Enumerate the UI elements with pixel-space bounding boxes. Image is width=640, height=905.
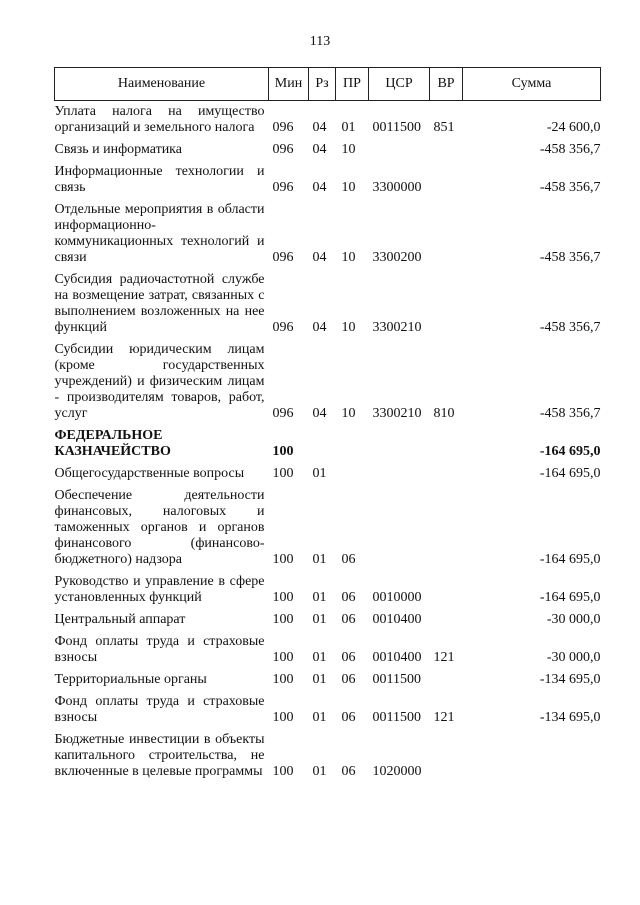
row-name: Общегосударственные вопросы bbox=[54, 466, 245, 481]
table-row bbox=[55, 729, 601, 783]
row-sum: -30 000,0 bbox=[546, 650, 601, 665]
row-min: 100 bbox=[272, 672, 294, 687]
row-rz: 04 bbox=[312, 142, 327, 157]
row-vr: 851 bbox=[433, 120, 455, 135]
row-name: Субсидии юридическим лицам (кроме государственных учреждений) и физическим лицам - производителям товаров, работ, услуг bbox=[54, 342, 265, 421]
table-row bbox=[55, 139, 601, 161]
row-sum: -458 356,7 bbox=[539, 250, 601, 265]
row-rz: 01 bbox=[312, 612, 327, 627]
table-row bbox=[55, 425, 601, 463]
table-row bbox=[55, 269, 601, 339]
header-sum: Сумма bbox=[463, 68, 601, 101]
row-name: ФЕДЕРАЛЬНОЕ КАЗНАЧЕЙСТВО bbox=[54, 428, 171, 459]
row-rz: 01 bbox=[312, 650, 327, 665]
row-min: 100 bbox=[272, 444, 294, 459]
row-vr bbox=[430, 485, 463, 571]
row-name: Субсидия радиочастотной службе на возмещение затрат, связанных с выполнением возложенных на нее функций bbox=[54, 272, 265, 335]
row-sum: -30 000,0 bbox=[546, 612, 601, 627]
row-pr: 10 bbox=[341, 320, 356, 335]
row-sum bbox=[463, 729, 601, 783]
row-rz: 01 bbox=[312, 466, 327, 481]
row-csr: 1020000 bbox=[372, 764, 422, 779]
row-min: 100 bbox=[272, 552, 294, 567]
row-sum: -24 600,0 bbox=[546, 120, 601, 135]
row-vr bbox=[430, 139, 463, 161]
row-csr: 0010000 bbox=[372, 590, 422, 605]
row-pr: 06 bbox=[341, 590, 356, 605]
row-vr bbox=[430, 199, 463, 269]
row-name: Фонд оплаты труда и страховые взносы bbox=[54, 634, 265, 665]
header-csr: ЦСР bbox=[369, 68, 430, 101]
row-pr: 06 bbox=[341, 672, 356, 687]
row-name: Связь и информатика bbox=[54, 142, 182, 157]
table-header-row bbox=[55, 68, 601, 101]
row-csr: 3300210 bbox=[372, 320, 422, 335]
row-sum: -164 695,0 bbox=[539, 466, 601, 481]
row-rz: 01 bbox=[312, 552, 327, 567]
row-csr: 0010400 bbox=[372, 650, 422, 665]
row-rz: 04 bbox=[312, 406, 327, 421]
table-row bbox=[55, 669, 601, 691]
table-row bbox=[55, 631, 601, 669]
header-pr: ПР bbox=[336, 68, 369, 101]
row-min: 096 bbox=[272, 120, 294, 135]
row-vr: 810 bbox=[433, 406, 455, 421]
table-row bbox=[55, 691, 601, 729]
row-rz: 04 bbox=[312, 120, 327, 135]
page-number: 113 bbox=[309, 34, 331, 49]
row-pr: 06 bbox=[341, 764, 356, 779]
table-row bbox=[55, 609, 601, 631]
row-min: 096 bbox=[272, 142, 294, 157]
row-csr: 3300210 bbox=[372, 406, 422, 421]
budget-table bbox=[54, 67, 601, 783]
row-name: Бюджетные инвестиции в объекты капитального строительства, не включенные в целевые программы bbox=[54, 732, 265, 779]
row-vr bbox=[430, 609, 463, 631]
row-sum: -164 695,0 bbox=[539, 552, 601, 567]
row-name: Отдельные мероприятия в области информационно-коммуникационных технологий и связи bbox=[54, 202, 265, 265]
row-sum: -458 356,7 bbox=[539, 180, 601, 195]
row-pr: 01 bbox=[341, 120, 356, 135]
row-name: Руководство и управление в сфере установленных функций bbox=[54, 574, 265, 605]
row-csr: 0010400 bbox=[372, 612, 422, 627]
header-rz: Рз bbox=[309, 68, 336, 101]
row-rz: 01 bbox=[312, 710, 327, 725]
row-rz bbox=[309, 425, 336, 463]
table-row bbox=[55, 571, 601, 609]
row-min: 096 bbox=[272, 180, 294, 195]
row-csr: 0011500 bbox=[372, 710, 421, 725]
row-name: Уплата налога на имущество организаций и земельного налога bbox=[54, 104, 265, 135]
row-vr: 121 bbox=[433, 710, 455, 725]
row-name: Центральный аппарат bbox=[54, 612, 186, 627]
row-rz: 04 bbox=[312, 320, 327, 335]
row-min: 100 bbox=[272, 764, 294, 779]
row-csr: 3300200 bbox=[372, 250, 422, 265]
row-vr bbox=[430, 729, 463, 783]
header-min: Мин bbox=[269, 68, 309, 101]
row-vr bbox=[430, 425, 463, 463]
row-pr: 10 bbox=[341, 250, 356, 265]
row-sum: -164 695,0 bbox=[539, 444, 601, 459]
row-csr: 0011500 bbox=[372, 672, 421, 687]
row-csr bbox=[369, 485, 430, 571]
row-name: Территориальные органы bbox=[54, 672, 207, 687]
row-vr bbox=[430, 161, 463, 199]
row-pr: 06 bbox=[341, 612, 356, 627]
row-csr: 0011500 bbox=[372, 120, 421, 135]
row-rz: 01 bbox=[312, 672, 327, 687]
row-sum: -134 695,0 bbox=[539, 672, 601, 687]
table-row bbox=[55, 485, 601, 571]
table-row bbox=[55, 339, 601, 425]
row-min: 100 bbox=[272, 590, 294, 605]
row-name: Фонд оплаты труда и страховые взносы bbox=[54, 694, 265, 725]
row-vr bbox=[430, 269, 463, 339]
row-min: 096 bbox=[272, 250, 294, 265]
row-rz: 01 bbox=[312, 764, 327, 779]
row-sum: -458 356,7 bbox=[539, 142, 601, 157]
row-min: 100 bbox=[272, 710, 294, 725]
table-body bbox=[55, 101, 601, 784]
row-pr: 06 bbox=[341, 710, 356, 725]
row-vr bbox=[430, 463, 463, 485]
row-vr bbox=[430, 571, 463, 609]
row-vr bbox=[430, 669, 463, 691]
row-pr bbox=[336, 463, 369, 485]
row-csr bbox=[369, 463, 430, 485]
row-min: 100 bbox=[272, 650, 294, 665]
row-min: 096 bbox=[272, 320, 294, 335]
row-vr: 121 bbox=[433, 650, 455, 665]
row-csr bbox=[369, 139, 430, 161]
row-pr bbox=[336, 425, 369, 463]
table-row bbox=[55, 101, 601, 140]
row-csr bbox=[369, 425, 430, 463]
row-pr: 06 bbox=[341, 552, 356, 567]
row-csr: 3300000 bbox=[372, 180, 422, 195]
row-name: Информационные технологии и связь bbox=[54, 164, 265, 195]
row-rz: 04 bbox=[312, 250, 327, 265]
row-pr: 10 bbox=[341, 142, 356, 157]
row-sum: -458 356,7 bbox=[539, 320, 601, 335]
row-min: 100 bbox=[272, 466, 294, 481]
row-rz: 04 bbox=[312, 180, 327, 195]
row-pr: 10 bbox=[341, 180, 356, 195]
row-sum: -134 695,0 bbox=[539, 710, 601, 725]
row-pr: 10 bbox=[341, 406, 356, 421]
row-rz: 01 bbox=[312, 590, 327, 605]
row-pr: 06 bbox=[341, 650, 356, 665]
table-row bbox=[55, 199, 601, 269]
table-row bbox=[55, 161, 601, 199]
row-sum: -164 695,0 bbox=[539, 590, 601, 605]
row-name: Обеспечение деятельности финансовых, налоговых и таможенных органов и органов финансового (финансово-бюджетного) надзора bbox=[54, 488, 265, 567]
table-row bbox=[55, 463, 601, 485]
header-vr: ВР bbox=[430, 68, 463, 101]
row-min: 096 bbox=[272, 406, 294, 421]
header-name: Наименование bbox=[55, 68, 269, 101]
row-sum: -458 356,7 bbox=[539, 406, 601, 421]
row-min: 100 bbox=[272, 612, 294, 627]
